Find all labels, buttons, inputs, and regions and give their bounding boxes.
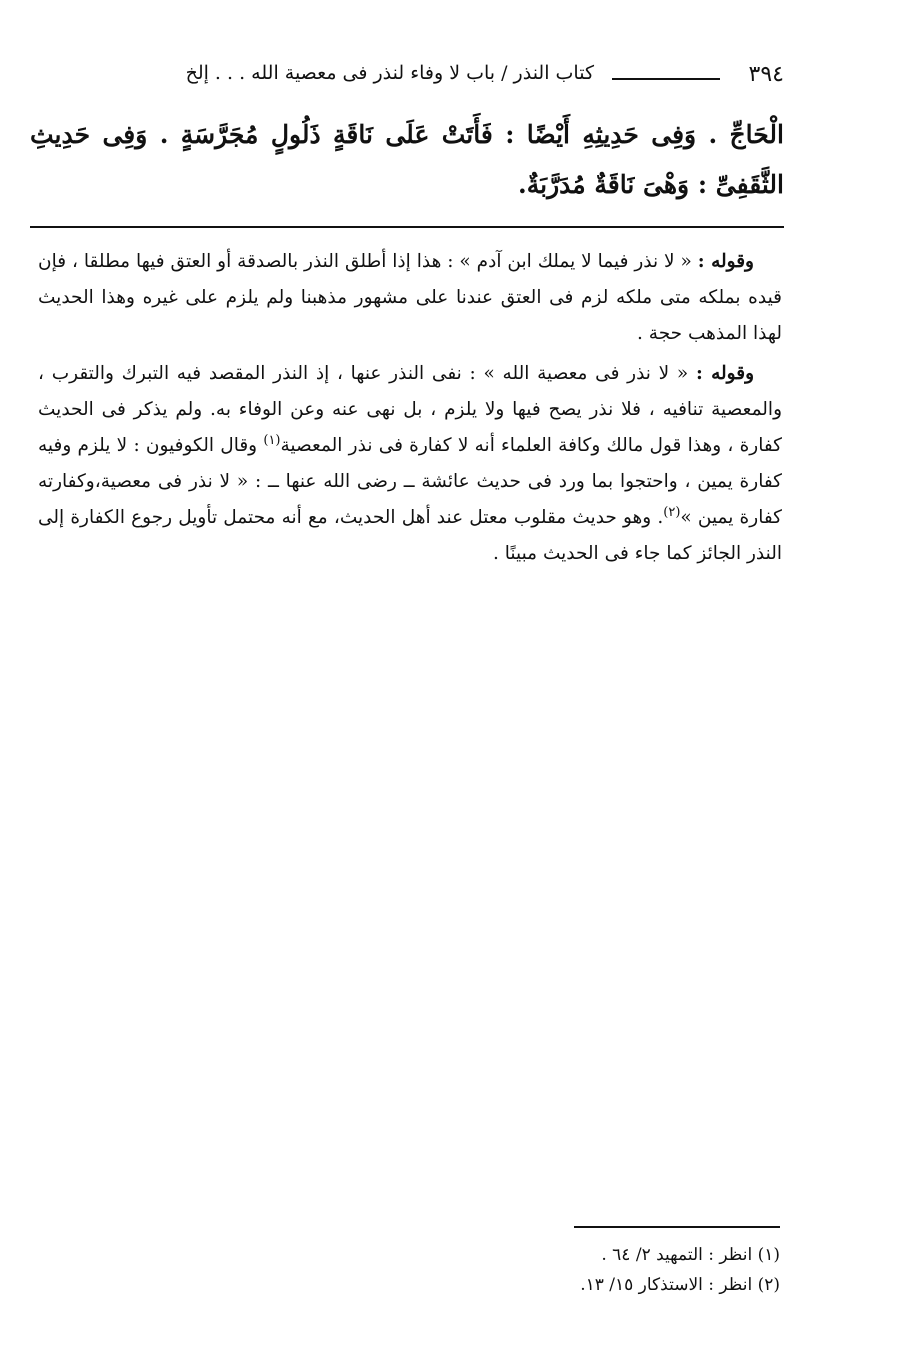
paragraph-text: وقال الكوفيون : لا يلزم وفيه كفارة يمين ، واحتجوا بما ورد فى حديث عائشة ــ رضى الله عنها ــ : « لا نذر فى معصية،وكفارته كفارة يمين » <box>38 435 782 528</box>
footnote-ref-2[interactable]: (٢) <box>663 504 681 520</box>
commentary-paragraph-2 <box>38 356 782 572</box>
section-divider <box>30 226 784 228</box>
paragraph-lead: وقوله : <box>697 251 754 272</box>
hadith-text-block <box>30 110 784 210</box>
paragraph-lead: وقوله : <box>696 363 754 384</box>
header-rule <box>612 78 720 80</box>
hadith-text: الْحَاجِّ . وَفِى حَدِيثِهِ أَيْضًا : فَأَتَتْ عَلَى نَاقَةٍ ذَلُولٍ مُجَرَّسَةٍ . وَفِى حَدِيثِ الثَّقَفِىِّ : وَهْىَ نَاقَةٌ مُدَرَّبَةٌ. <box>30 120 784 199</box>
paragraph-text: . وهو حديث مقلوب معتل عند أهل الحديث، مع أنه محتمل تأويل رجوع الكفارة إلى النذر الجائز كما جاء فى الحديث مبينًا . <box>38 507 782 564</box>
paragraph-text: « لا نذر فى معصية الله » : نفى النذر عنها ، إذ النذر المقصد فيه التبرك والتقرب ، والمعصية تنافيه ، فلا نذر يصح فيها ولا يلزم ، بل نهى عنه وعن الوفاء به. ولم يذكر فى الحديث كفارة ، وهذا قول مالك وكافة العلماء أنه لا كفارة فى نذر المعصية <box>38 363 782 456</box>
footnotes-block <box>420 1240 780 1300</box>
running-header <box>34 58 784 94</box>
commentary-block <box>38 244 782 572</box>
page-number: ٣٩٤ <box>748 62 784 87</box>
paragraph-text: « لا نذر فيما لا يملك ابن آدم » : هذا إذا أطلق النذر بالصدقة أو العتق فيها مطلقا ، فإن قيده بملكه متى ملكه لزم فى العتق عندنا على مشهور مذهبنا ولم يلزم على غيره وهذا الحديث لهذا المذهب حجة . <box>38 251 782 344</box>
footnote-2: (٢) انظر : الاستذكار ١٥/ ١٣. <box>580 1275 780 1295</box>
commentary-paragraph-1 <box>38 244 782 352</box>
footnote-divider <box>574 1226 780 1228</box>
footnote-1: (١) انظر : التمهيد ٢/ ٦٤ . <box>601 1245 780 1265</box>
footnote-ref-1[interactable]: (١) <box>263 432 281 448</box>
running-title: كتاب النذر / باب لا وفاء لنذر فى معصية الله . . . إلخ <box>185 62 594 84</box>
